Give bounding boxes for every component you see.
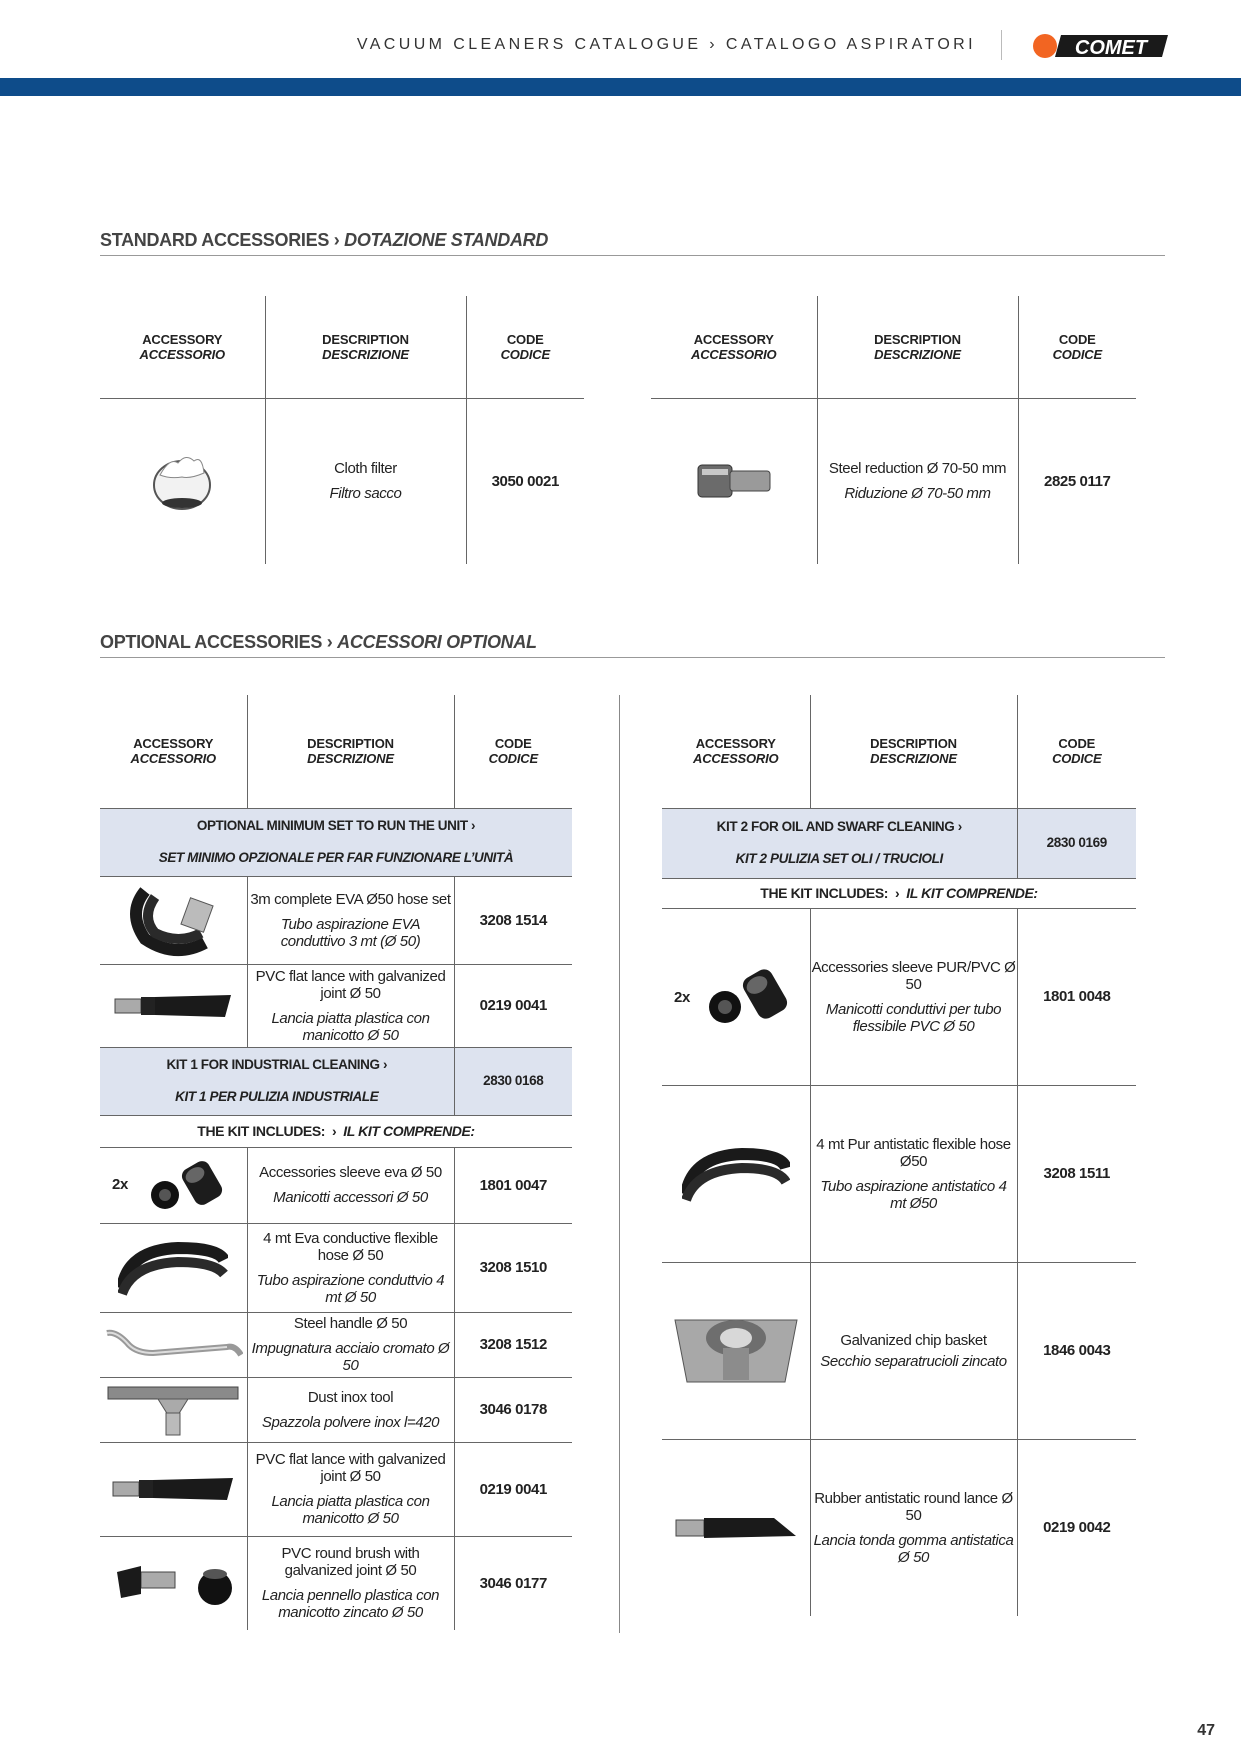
code-cell: 3208 1510 (454, 1223, 572, 1312)
col-accessory-header: ACCESSORY ACCESSORIO (100, 296, 265, 398)
code-cell: 3046 0178 (454, 1377, 572, 1442)
table-row (100, 1312, 572, 1377)
kit1-includes-row (100, 1115, 572, 1147)
minimum-set-label: OPTIONAL MINIMUM SET TO RUN THE UNIT › SET MINIMO OPZIONALE PER FAR FUNZIONARE L’UNITÀ (100, 808, 572, 876)
description-cell: 4 mt Eva conductive flexible hose Ø 50 Tubo aspirazione conduttvio 4 mt Ø 50 (247, 1223, 454, 1312)
kit2-includes-label: THE KIT INCLUDES: › IL KIT COMPRENDE: (662, 878, 1136, 908)
table-row (100, 1147, 572, 1223)
col-code-header: CODE CODICE (454, 695, 572, 808)
kit2-label: KIT 2 FOR OIL AND SWARF CLEANING › KIT 2 PULIZIA SET OLI / TRUCIOLI (662, 808, 1017, 878)
col-description-header: DESCRIPTION DESCRIZIONE (265, 296, 466, 398)
description-cell: Galvanized chip basket Secchio separatrucioli zincato (810, 1262, 1017, 1439)
optional-table-right (662, 695, 1136, 1616)
description-cell: Dust inox tool Spazzola polvere inox l=420 (247, 1377, 454, 1442)
description-cell: PVC flat lance with galvanized joint Ø 50 Lancia piatta plastica con manicotto Ø 50 (247, 1442, 454, 1536)
kit2-row (662, 808, 1136, 878)
optional-title-it: ACCESSORI OPTIONAL (337, 632, 537, 652)
description-cell: 4 mt Pur antistatic flexible hose Ø50 Tubo aspirazione antistatico 4 mt Ø50 (810, 1085, 1017, 1262)
standard-table-right (651, 296, 1136, 564)
col-code-header: CODE CODICE (1017, 695, 1136, 808)
col-description-header: DESCRIPTION DESCRIZIONE (247, 695, 454, 808)
kit1-includes-label: THE KIT INCLUDES: › IL KIT COMPRENDE: (100, 1115, 572, 1147)
minimum-set-row (100, 808, 572, 876)
catalogue-title: VACUUM CLEANERS CATALOGUE › CATALOGO ASPIRATORI (356, 36, 976, 53)
kit1-label: KIT 1 FOR INDUSTRIAL CLEANING › KIT 1 PER PULIZIA INDUSTRIALE (100, 1047, 454, 1115)
optional-section-title (100, 632, 537, 653)
optional-table-left (100, 695, 572, 1630)
comet-logo (1033, 32, 1168, 60)
table-row (662, 1085, 1136, 1262)
col-description-header: DESCRIPTION DESCRIZIONE (817, 296, 1018, 398)
quantity-label: 2x (112, 1175, 128, 1193)
kit1-row (100, 1047, 572, 1115)
steel-reduction-icon (651, 398, 817, 564)
code-cell: 3050 0021 (491, 472, 559, 490)
table-row (100, 876, 572, 964)
code-cell: 0219 0041 (454, 1442, 572, 1536)
page-number: 47 (1197, 1722, 1215, 1739)
description-cell: Accessories sleeve eva Ø 50 Manicotti accessori Ø 50 (247, 1147, 454, 1223)
sleeve-icon (662, 908, 810, 1085)
brand-text: COMET (1074, 37, 1148, 59)
col-accessory-header: ACCESSORY ACCESSORIO (651, 296, 817, 398)
round-lance-icon (662, 1439, 810, 1616)
column-divider (619, 695, 620, 1633)
kit2-code: 2830 0169 (1017, 808, 1136, 878)
dust-tool-icon (100, 1377, 247, 1442)
table-row (651, 398, 1136, 564)
description-cell: Accessories sleeve PUR/PVC Ø 50 Manicotti conduttivi per tubo flessibile PVC Ø 50 (810, 908, 1017, 1085)
code-cell: 3208 1514 (454, 876, 572, 964)
optional-section-rule (100, 657, 1165, 658)
optional-title-en: OPTIONAL ACCESSORIES › (100, 632, 333, 652)
chip-basket-icon (662, 1262, 810, 1439)
code-cell: 1801 0047 (454, 1147, 572, 1223)
code-cell: 0219 0041 (454, 964, 572, 1047)
header-bar (0, 78, 1241, 96)
cloth-filter-icon (100, 398, 265, 564)
hose-icon (100, 1223, 247, 1312)
header-divider (1001, 30, 1002, 60)
kit2-includes-row (662, 878, 1136, 908)
table-row (100, 1223, 572, 1312)
description-cell: Steel reduction Ø 70-50 mm Riduzione Ø 70-50 mm (817, 398, 1018, 564)
col-accessory-header: ACCESSORY ACCESSORIO (662, 695, 810, 808)
description-cell: Cloth filter Filtro sacco (265, 398, 466, 564)
description-cell: Rubber antistatic round lance Ø 50 Lancia tonda gomma antistatica Ø 50 (810, 1439, 1017, 1616)
code-cell: 3046 0177 (479, 1574, 547, 1592)
col-description-header: DESCRIPTION DESCRIZIONE (810, 695, 1017, 808)
quantity-label: 2x (674, 988, 690, 1006)
description-cell: 3m complete EVA Ø50 hose set Tubo aspirazione EVA conduttivo 3 mt (Ø 50) (247, 876, 454, 964)
standard-title-en: STANDARD ACCESSORIES › (100, 230, 340, 250)
kit1-code: 2830 0168 (454, 1047, 572, 1115)
table-row (662, 908, 1136, 1085)
standard-section-rule (100, 255, 1165, 256)
code-cell: 1801 0048 (1017, 908, 1136, 1085)
col-code-header: CODE CODICE (1018, 296, 1136, 398)
code-cell: 0219 0042 (1043, 1519, 1111, 1537)
code-cell: 3208 1512 (454, 1312, 572, 1377)
table-row (100, 1536, 572, 1630)
col-code-header: CODE CODICE (466, 296, 584, 398)
standard-section-title (100, 230, 548, 251)
sleeve-icon (100, 1147, 247, 1223)
description-cell: PVC flat lance with galvanized joint Ø 50 Lancia piatta plastica con manicotto Ø 50 (247, 964, 454, 1047)
col-accessory-header: ACCESSORY ACCESSORIO (100, 695, 247, 808)
description-cell: Steel handle Ø 50 Impugnatura acciaio cromato Ø 50 (247, 1312, 454, 1377)
table-row (100, 1377, 572, 1442)
hose-icon (100, 876, 247, 964)
table-row (100, 964, 572, 1047)
table-row (662, 1439, 1136, 1616)
code-cell: 3208 1511 (1017, 1085, 1136, 1262)
hose-icon (662, 1085, 810, 1262)
flat-lance-icon (100, 1442, 247, 1536)
flat-lance-icon (100, 964, 247, 1047)
table-row (662, 1262, 1136, 1439)
code-cell: 2825 0117 (1044, 472, 1111, 490)
table-row (100, 398, 584, 564)
table-row (100, 1442, 572, 1536)
standard-title-it: DOTAZIONE STANDARD (344, 230, 549, 250)
description-cell: PVC round brush with galvanized joint Ø 50 Lancia pennello plastica con manicotto zincato Ø 50 (247, 1536, 454, 1630)
standard-table-left (100, 296, 584, 564)
round-brush-icon (100, 1536, 247, 1630)
code-cell: 1846 0043 (1017, 1262, 1136, 1439)
steel-handle-icon (100, 1312, 247, 1377)
